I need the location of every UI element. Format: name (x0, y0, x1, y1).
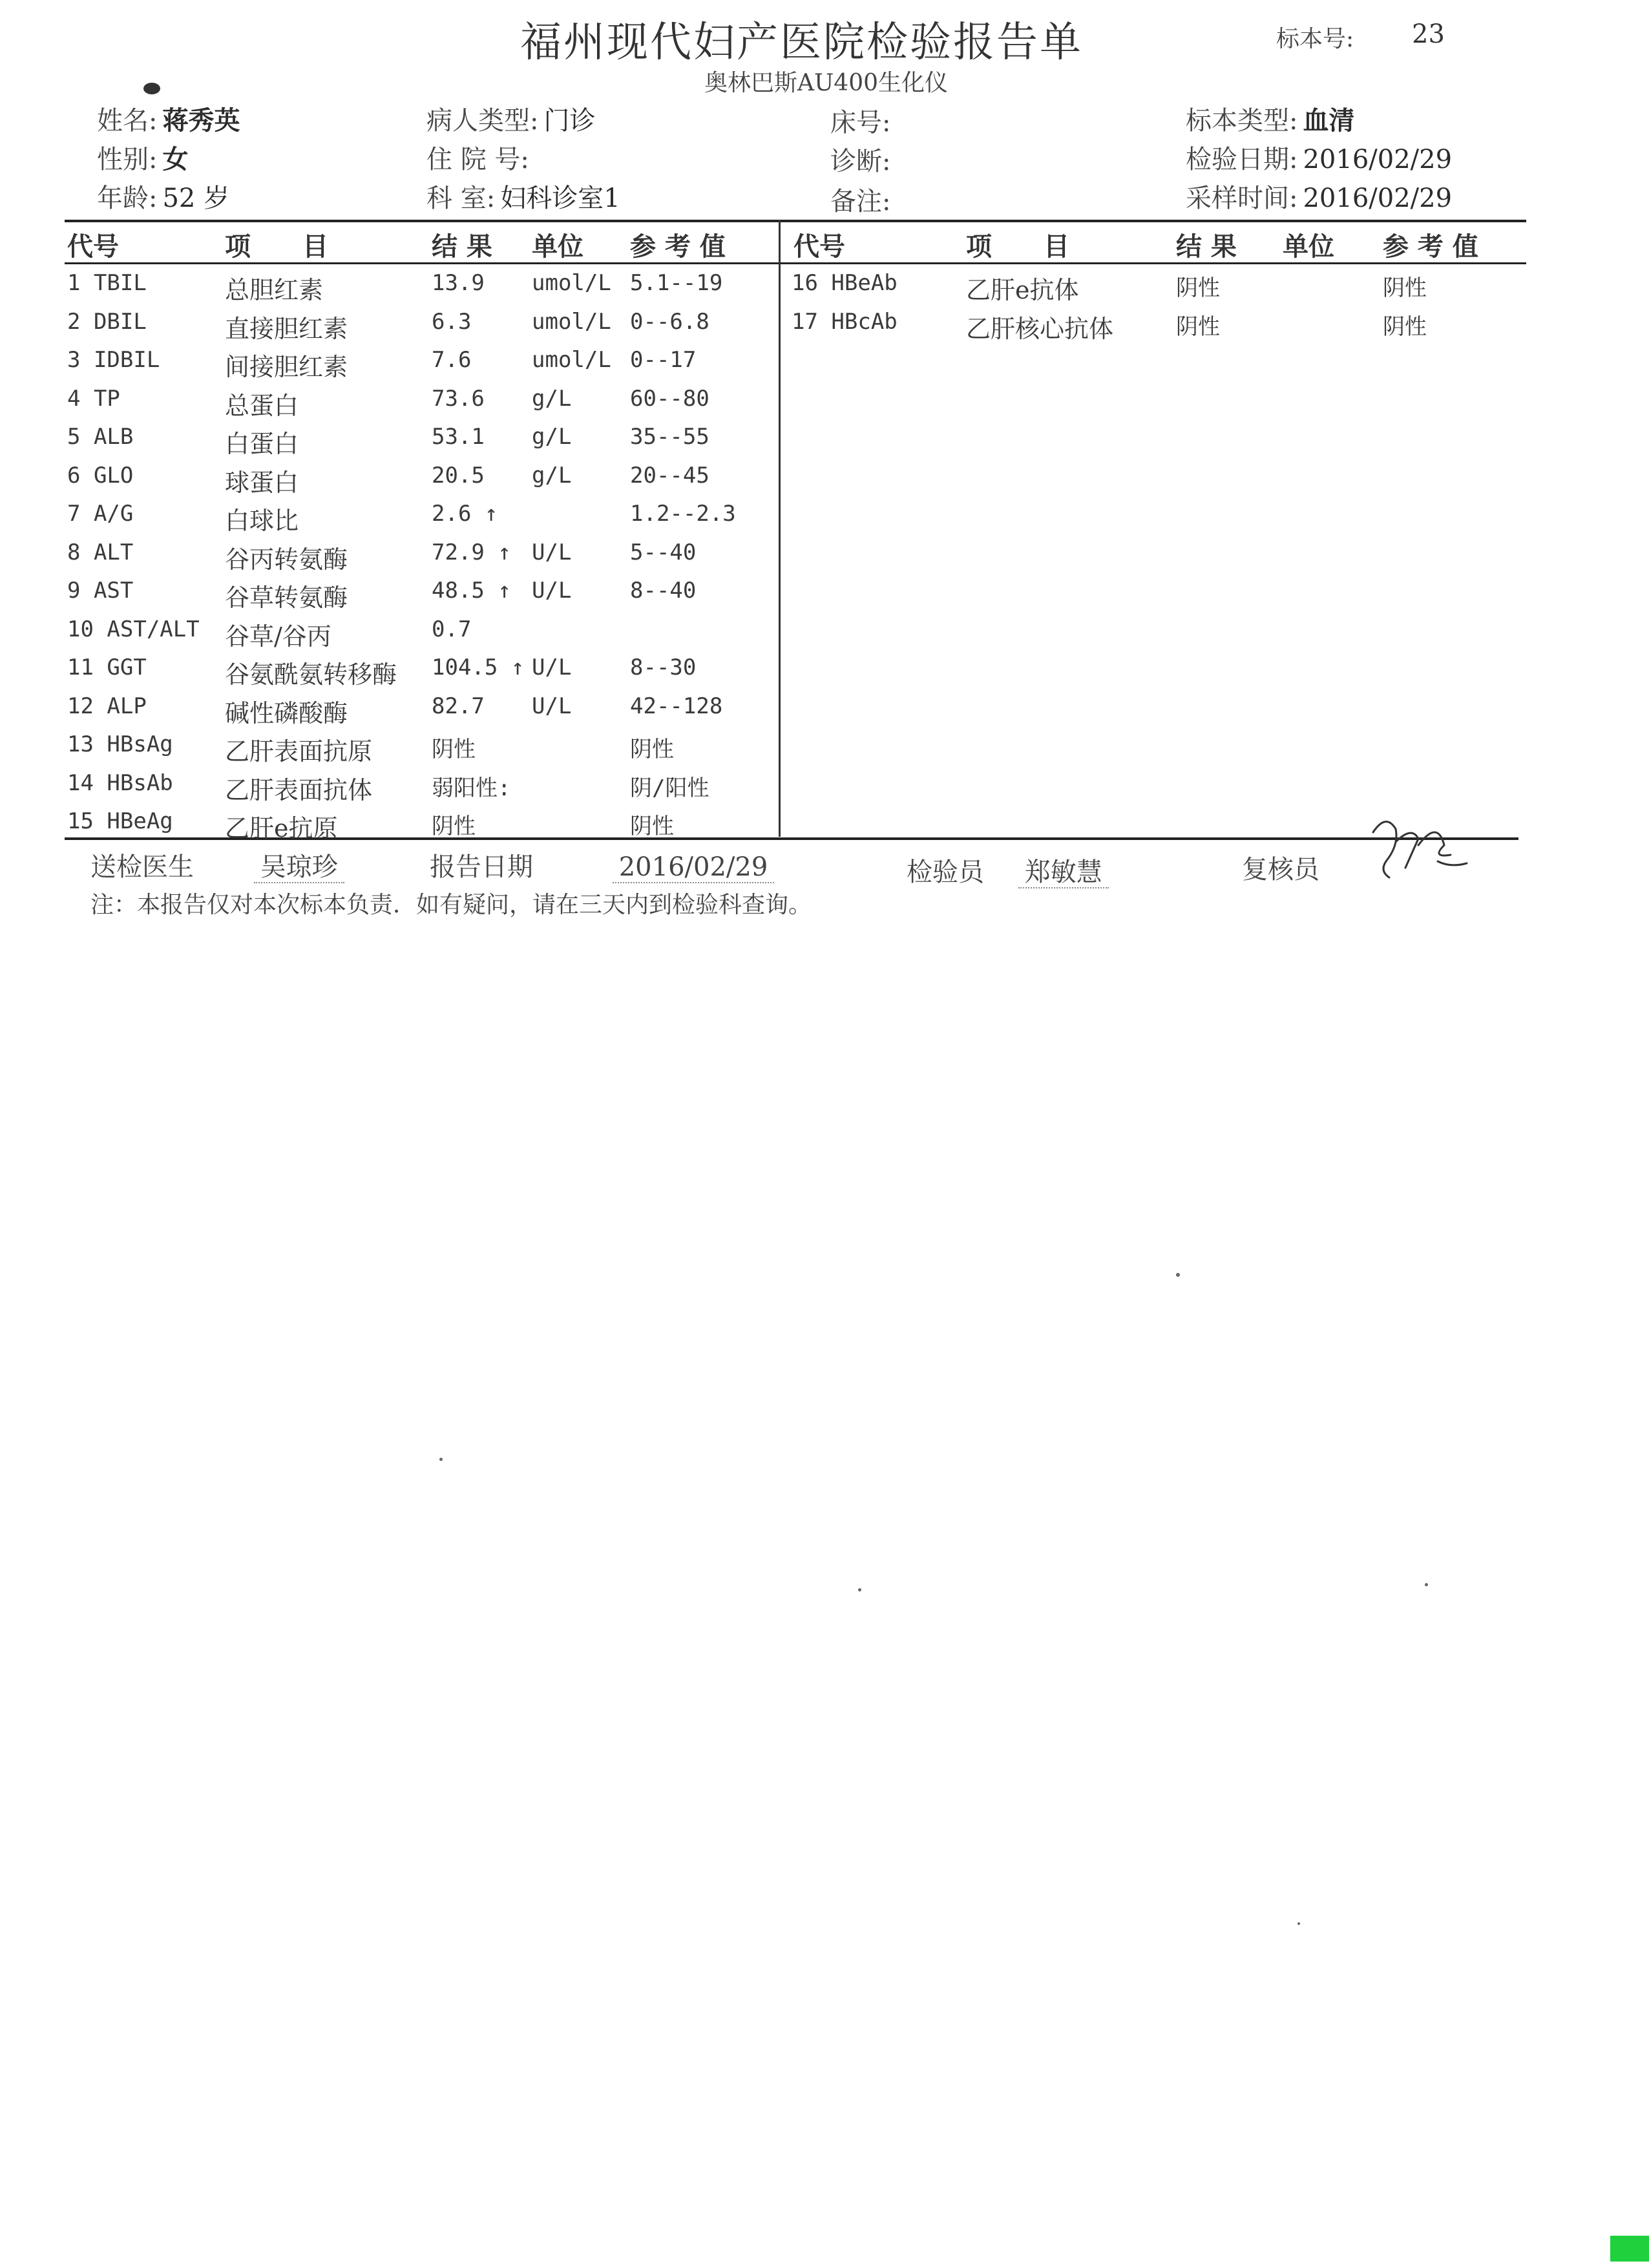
result-result: 72.9 ↑ (432, 539, 511, 565)
right-header-result: 结 果 (1176, 231, 1237, 262)
right-header-ref: 参 考 值 (1383, 231, 1478, 262)
doctor-field (90, 846, 344, 883)
sex-field (97, 139, 188, 176)
sample-time-label: 采样时间: (1186, 184, 1298, 213)
result-unit: umol/L (532, 347, 611, 373)
result-item: 乙肝e抗体 (966, 276, 1079, 304)
patient-sex: 女 (162, 144, 189, 174)
dept: 妇科诊室1 (500, 184, 620, 213)
left-header-ref: 参 考 值 (630, 231, 726, 262)
sample-time-field (1186, 178, 1452, 215)
result-result: 阴性 (432, 814, 476, 839)
result-result: 阴性 (432, 737, 476, 762)
sex-label: 性别: (97, 145, 158, 174)
patient-age: 52 岁 (162, 184, 230, 213)
table-top-rule (65, 220, 1526, 222)
result-result: 13.9 (432, 270, 485, 296)
result-item: 谷丙转氨酶 (225, 545, 348, 574)
specimen-type-label: 标本类型: (1186, 106, 1298, 136)
result-item: 谷氨酰氨转移酶 (225, 660, 397, 689)
reviewer-label: 复核员 (1242, 855, 1319, 885)
age-field (97, 178, 229, 215)
result-result: 0.7 (432, 616, 472, 642)
test-date-label: 检验日期: (1186, 145, 1298, 174)
result-ref: 5.1--19 (630, 270, 723, 296)
result-code: 16 HBeAb (792, 270, 898, 296)
bed-label: 床号: (830, 108, 891, 138)
result-code: 6 GLO (67, 462, 134, 488)
result-result: 阴性 (1176, 313, 1220, 340)
result-ref: 阴/阳性 (630, 775, 709, 801)
result-result: 阴性 (1176, 275, 1220, 301)
remarks-field (830, 181, 896, 218)
left-header-unit: 单位 (532, 231, 583, 262)
result-unit: U/L (532, 578, 572, 604)
result-item: 乙肝e抗原 (225, 814, 338, 843)
result-code: 11 GGT (67, 655, 147, 680)
ink-blot (143, 83, 160, 94)
result-result: 53.1 (432, 424, 485, 450)
report-title: 福州现代妇产医院检验报告单 (520, 19, 1083, 67)
result-item: 白蛋白 (225, 430, 299, 458)
result-code: 13 HBsAg (67, 731, 173, 757)
result-ref: 阴性 (630, 814, 674, 839)
result-result: 7.6 (432, 347, 472, 373)
left-header-code: 代号 (67, 231, 119, 262)
inpatient-no-label: 住 院 号: (426, 145, 529, 174)
right-header-code: 代号 (793, 231, 845, 262)
result-code: 17 HBcAb (792, 308, 898, 335)
inpatient-no-field (426, 139, 534, 176)
result-unit: g/L (532, 385, 572, 412)
left-header-item: 项 目 (225, 231, 328, 262)
result-result: 48.5 ↑ (432, 578, 511, 604)
result-unit: U/L (532, 655, 572, 680)
result-ref: 阴性 (630, 737, 674, 762)
result-item: 总蛋白 (225, 391, 299, 420)
patient-type-field (426, 100, 595, 137)
result-unit: umol/L (532, 270, 611, 296)
patient-type-label: 病人类型: (426, 106, 539, 136)
result-ref: 阴性 (1383, 313, 1427, 340)
result-item: 乙肝表面抗体 (225, 775, 373, 804)
result-code: 12 ALP (67, 693, 147, 719)
result-code: 15 HBeAg (67, 808, 173, 834)
result-ref: 5--40 (630, 539, 697, 565)
table-divider (779, 220, 781, 837)
scan-speck (1297, 1922, 1300, 1925)
result-ref: 35--55 (630, 424, 709, 450)
result-result: 104.5 ↑ (432, 655, 525, 680)
result-item: 乙肝核心抗体 (966, 314, 1114, 343)
result-item: 白球比 (225, 507, 299, 535)
result-unit: g/L (532, 424, 572, 450)
scan-speck (1425, 1583, 1428, 1586)
scan-speck (439, 1458, 443, 1461)
left-header-result: 结 果 (432, 231, 492, 262)
result-code: 7 A/G (67, 501, 134, 527)
result-ref: 8--30 (630, 655, 697, 680)
result-ref: 60--80 (630, 385, 709, 412)
instrument-name: 奥林巴斯AU400生化仪 (704, 70, 949, 96)
patient-type: 门诊 (543, 106, 596, 136)
result-code: 2 DBIL (67, 308, 147, 335)
name-field (97, 100, 240, 137)
scan-speck (1176, 1273, 1180, 1277)
result-item: 谷草转氨酶 (225, 583, 348, 612)
result-result: 82.7 (432, 693, 485, 719)
report-date-field (430, 846, 774, 883)
result-item: 间接胆红素 (225, 353, 348, 381)
examiner-name: 郑敏慧 (1018, 857, 1109, 888)
result-ref: 阴性 (1383, 275, 1427, 301)
reviewer-signature (1360, 806, 1470, 897)
result-ref: 42--128 (630, 693, 723, 719)
test-date: 2016/02/29 (1303, 145, 1453, 174)
dept-field (426, 178, 620, 215)
result-ref: 20--45 (630, 462, 709, 488)
result-unit: U/L (532, 539, 572, 565)
result-item: 球蛋白 (225, 468, 299, 497)
age-label: 年龄: (97, 184, 158, 213)
result-code: 14 HBsAb (67, 770, 173, 796)
specimen-no: 23 (1412, 19, 1445, 49)
report-date: 2016/02/29 (613, 852, 775, 883)
result-ref: 1.2--2.3 (630, 501, 736, 527)
result-code: 10 AST/ALT (67, 616, 200, 642)
result-result: 20.5 (432, 462, 485, 488)
result-result: 弱阳性: (432, 775, 511, 801)
result-item: 碱性磷酸酶 (225, 698, 348, 728)
report-date-label: 报告日期 (430, 852, 533, 882)
result-code: 3 IDBIL (67, 347, 160, 373)
specimen-type-field (1186, 100, 1354, 137)
result-ref: 0--17 (630, 347, 697, 373)
result-code: 4 TP (67, 385, 120, 412)
diagnosis-field (830, 141, 896, 178)
scan-speck (858, 1588, 861, 1591)
result-unit: g/L (532, 462, 572, 488)
examiner-field (907, 852, 1109, 888)
doctor-name: 吴琼珍 (254, 852, 344, 883)
specimen-no-label: 标本号: (1276, 26, 1354, 52)
result-ref: 0--6.8 (630, 308, 709, 335)
result-item: 直接胆红素 (225, 314, 348, 343)
disclaimer-note: 注：本报告仅对本次标本负责．如有疑问，请在三天内到检验科查询。 (90, 892, 812, 918)
right-header-unit: 单位 (1283, 231, 1334, 262)
result-unit: umol/L (532, 308, 611, 335)
result-ref: 8--40 (630, 578, 697, 604)
name-label: 姓名: (97, 106, 158, 136)
right-header-item: 项 目 (966, 231, 1069, 262)
reviewer-field (1242, 849, 1319, 886)
specimen-type: 血清 (1303, 105, 1355, 136)
doctor-label: 送检医生 (90, 852, 194, 882)
test-date-field (1186, 139, 1452, 176)
examiner-label: 检验员 (907, 857, 984, 887)
result-item: 乙肝表面抗原 (225, 737, 373, 766)
sample-time: 2016/02/29 (1303, 184, 1453, 213)
diagnosis-label: 诊断: (830, 147, 891, 176)
remarks-label: 备注: (830, 187, 891, 216)
result-result: 73.6 (432, 385, 485, 412)
result-result: 2.6 ↑ (432, 501, 498, 527)
result-item: 总胆红素 (225, 276, 324, 304)
result-code: 5 ALB (67, 424, 134, 450)
bed-field (830, 102, 896, 139)
dept-label: 科 室: (426, 184, 496, 213)
result-code: 8 ALT (67, 539, 134, 565)
result-code: 9 AST (67, 578, 134, 604)
result-result: 6.3 (432, 308, 472, 335)
corner-badge (1610, 2236, 1649, 2262)
result-unit: U/L (532, 693, 572, 719)
result-item: 谷草/谷丙 (225, 622, 331, 651)
result-code: 1 TBIL (67, 270, 147, 296)
patient-name: 蒋秀英 (162, 105, 240, 136)
